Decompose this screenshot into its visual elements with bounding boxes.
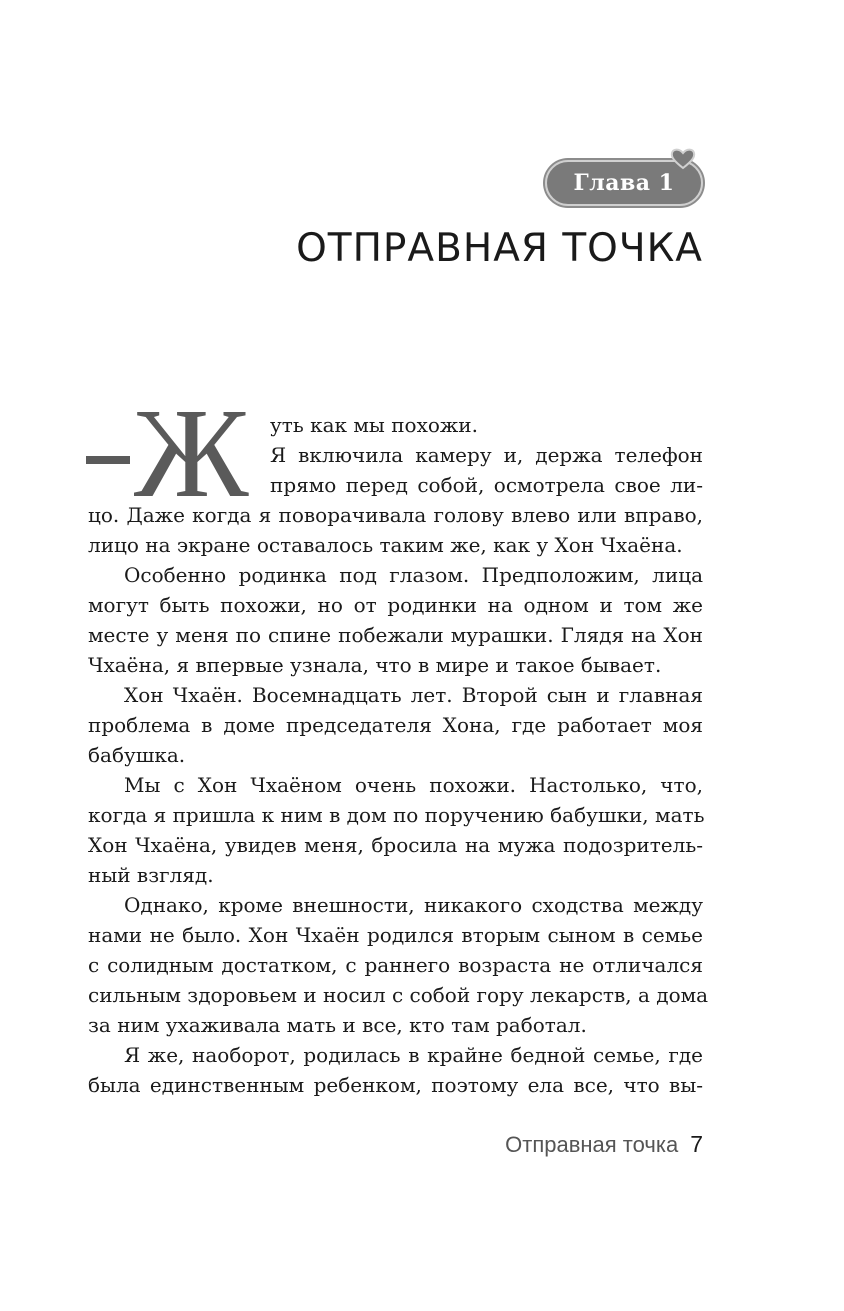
drop-cap-dash xyxy=(86,456,130,464)
text-line: прямо перед собой, осмотрела свое ли- xyxy=(270,473,703,497)
text-line: когда я пришла к ним в дом по поручению бабушки, мать xyxy=(88,803,705,827)
text-line: за ним ухаживала мать и все, кто там работал. xyxy=(88,1013,587,1037)
text-line: Мы с Хон Чхаёном очень похожи. Настолько, что, xyxy=(124,773,703,797)
text-line: могут быть похожи, но от родинки на одном и том же xyxy=(88,593,703,617)
running-title: Отправная точка xyxy=(505,1132,679,1157)
text-line: нами не было. Хон Чхаён родился вторым сыном в семье xyxy=(88,923,703,947)
text-line: цо. Даже когда я поворачивала голову влево или вправо, xyxy=(88,503,703,527)
text-line: уть как мы похожи. xyxy=(270,413,478,437)
heart-icon xyxy=(670,146,696,170)
page-number: 7 xyxy=(690,1131,703,1157)
text-line: Я же, наоборот, родилась в крайне бедной семье, где xyxy=(124,1043,703,1067)
text-line: Особенно родинка под глазом. Предположим, лица xyxy=(124,563,703,587)
text-line: ный взгляд. xyxy=(88,863,214,887)
text-line: с солидным достатком, с раннего возраста не отличался xyxy=(88,953,703,977)
text-line: сильным здоровьем и носил с собой гору лекарств, а дома xyxy=(88,983,709,1007)
text-line: Я включила камеру и, держа телефон xyxy=(270,443,703,467)
text-line: Однако, кроме внешности, никакого сходства между xyxy=(124,893,703,917)
text-line: бабушка. xyxy=(88,743,186,767)
drop-cap-letter: Ж xyxy=(134,382,249,524)
chapter-title: ОТПРАВНАЯ ТОЧКА xyxy=(296,226,703,271)
text-line: месте у меня по спине побежали мурашки. Глядя на Хон xyxy=(88,623,703,647)
page-footer xyxy=(400,1131,703,1158)
text-line: Хон Чхаён. Восемнадцать лет. Второй сын и главная xyxy=(124,683,703,707)
text-line: лицо на экране оставалось таким же, как у Хон Чхаёна. xyxy=(88,533,683,557)
text-line: проблема в доме председателя Хона, где работает моя xyxy=(88,713,703,737)
text-line: была единственным ребенком, поэтому ела все, что вы- xyxy=(88,1073,703,1097)
text-line: Чхаёна, я впервые узнала, что в мире и такое бывает. xyxy=(88,653,662,677)
text-line: Хон Чхаёна, увидев меня, бросила на мужа подозритель- xyxy=(88,833,703,857)
chapter-label: Глава 1 xyxy=(573,170,675,196)
